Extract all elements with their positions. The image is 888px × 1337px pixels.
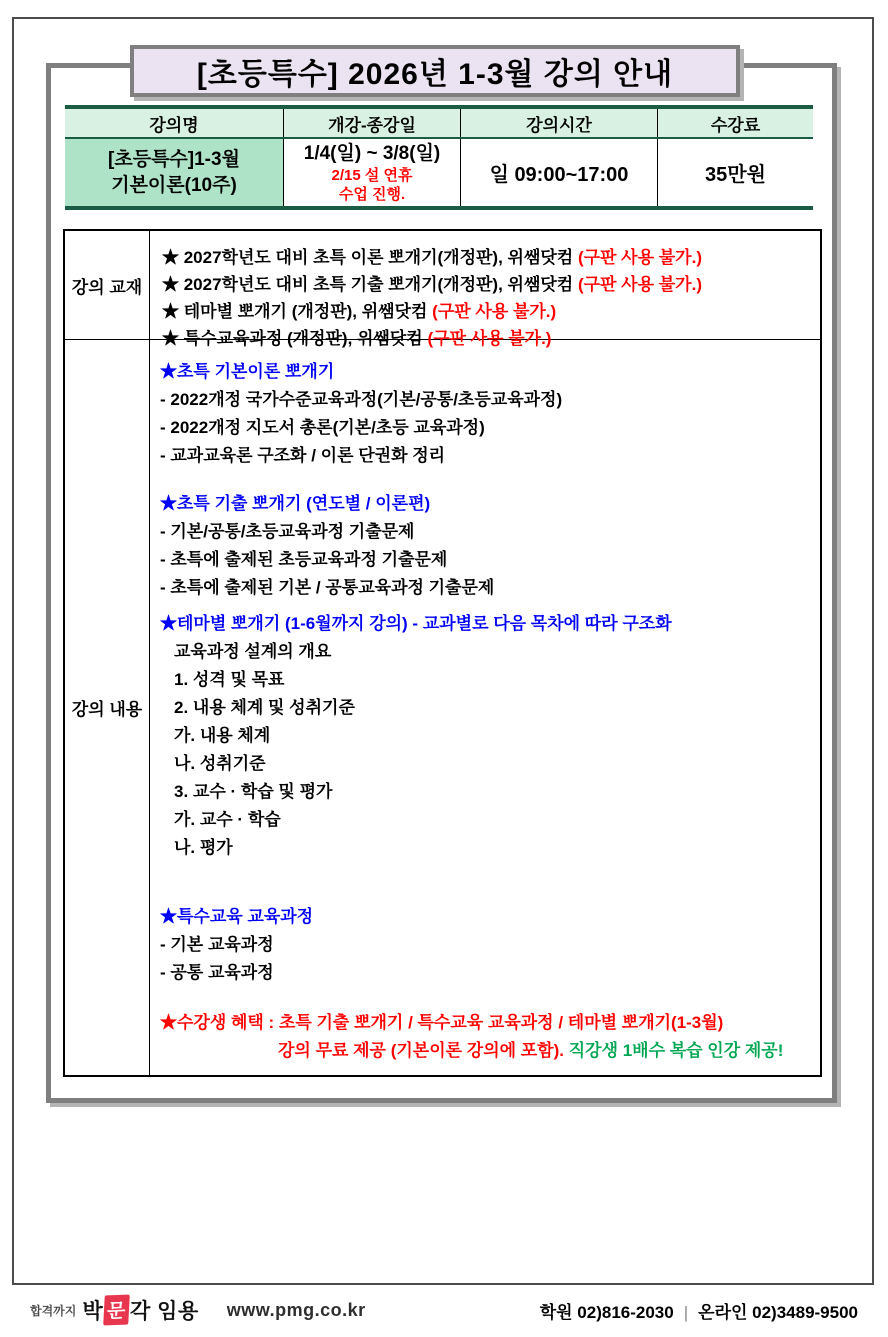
logo-text-2: 각 임용: [130, 1300, 199, 1323]
content-text: 1. 성격 및 목표: [174, 670, 285, 689]
content-text: 나. 평가: [174, 838, 233, 857]
material-item: [162, 271, 820, 298]
time-cell: 일 09:00~17:00: [460, 139, 657, 206]
col-header-course: 강의명: [149, 115, 199, 135]
content-text: ★초특 기출 뽀개기 (연도별 / 이론편): [160, 494, 431, 513]
content-line: [160, 386, 820, 414]
content-text: 교육과정 설계의 개요: [174, 642, 332, 661]
materials-label: 강의 교재: [65, 231, 150, 339]
period-cell: [283, 139, 460, 206]
content-line: [160, 442, 820, 470]
content-text: - 기본 교육과정: [160, 935, 274, 954]
course-name-line1: [초등특수]1-3월: [108, 148, 240, 170]
content-heading: [160, 358, 820, 386]
academy-phone: 학원 02)816-2030: [539, 1302, 674, 1322]
content-line: [160, 414, 820, 442]
material-note: (구판 사용 불가.): [432, 302, 557, 321]
content-text: 가. 내용 체계: [174, 726, 271, 745]
content-heading: [160, 610, 820, 638]
content-heading: [160, 903, 820, 931]
material-item: [162, 244, 820, 271]
period-note-line2: 수업 진행.: [338, 185, 406, 203]
content-text: 3. 교수 · 학습 및 평가: [174, 782, 333, 801]
content-line: [160, 931, 820, 959]
content-line: [160, 750, 820, 778]
content-heading: [160, 490, 820, 518]
content-line: [160, 638, 820, 666]
content-list: [150, 340, 820, 1075]
materials-list: [150, 231, 820, 348]
content-text: - 2022개정 지도서 총론(기본/초등 교육과정): [160, 418, 485, 437]
content-line: [160, 694, 820, 722]
schedule-header-row: [65, 109, 813, 139]
page-title-banner: [130, 45, 740, 97]
page-title: [초등특수] 2026년 1-3월 강의 안내: [196, 58, 674, 91]
logo-tagline: 합격까지: [30, 1303, 77, 1318]
content-line: [160, 778, 820, 806]
detail-table: [63, 229, 822, 1077]
col-header-fee: 수강료: [657, 109, 813, 137]
course-name-line2: 기본이론(10주): [111, 174, 237, 196]
content-text: 강의 무료 제공 (기본이론 강의에 포함).: [278, 1041, 569, 1060]
contact-info: [540, 1298, 858, 1323]
footer: [30, 1290, 858, 1330]
col-header-time: 강의시간: [460, 109, 657, 137]
logo-wordmark: [82, 1295, 198, 1325]
content-text: - 교과교육론 구조화 / 이론 단권화 정리: [160, 446, 446, 465]
material-note: (구판 사용 불가.): [577, 275, 702, 294]
material-item: [162, 298, 820, 325]
schedule-data-row: [65, 139, 813, 206]
content-text: 2. 내용 체계 및 성취기준: [174, 698, 355, 717]
content-text: ★테마별 뽀개기 (1-6월까지 강의) - 교과별로 다음 목차에 따라 구조화: [160, 614, 672, 633]
material-note: (구판 사용 불가.): [427, 329, 552, 348]
content-text: - 초특에 출제된 기본 / 공통교육과정 기출문제: [160, 578, 495, 597]
content-line: [160, 806, 820, 834]
content-line: [160, 959, 820, 987]
contact-separator: |: [683, 1302, 689, 1322]
period-range: 1/4(일) ~ 3/8(일): [303, 142, 441, 164]
fee-cell: 35만원: [657, 139, 813, 206]
schedule-table: [65, 105, 813, 210]
logo-red-box: 문: [103, 1295, 129, 1326]
content-text: - 기본/공통/초등교육과정 기출문제: [160, 522, 415, 541]
content-line: [160, 574, 820, 602]
online-phone: 온라인 02)3489-9500: [698, 1302, 858, 1322]
content-line: [160, 666, 820, 694]
content-text: 나. 성취기준: [174, 754, 266, 773]
content-text: - 초특에 출제된 초등교육과정 기출문제: [160, 550, 448, 569]
content-text: 가. 교수 · 학습: [174, 810, 281, 829]
material-text: ★ 2027학년도 대비 초특 기출 뽀개기(개정판), 위쌤닷컴: [162, 275, 578, 294]
material-text: ★ 2027학년도 대비 초특 이론 뽀개기(개정판), 위쌤닷컴: [162, 248, 578, 267]
content-line: [160, 546, 820, 574]
course-name-cell: [65, 139, 283, 206]
content-line: [160, 722, 820, 750]
materials-row: [65, 231, 820, 348]
content-line: [160, 1037, 820, 1065]
content-text: - 공통 교육과정: [160, 963, 274, 982]
content-label: 강의 내용: [65, 340, 150, 1075]
content-text: - 2022개정 국가수준교육과정(기본/공통/초등교육과정): [160, 390, 563, 409]
content-row: [65, 340, 820, 1075]
content-line: [160, 1009, 820, 1037]
content-text: ★초특 기본이론 뽀개기: [160, 362, 335, 381]
content-benefit-highlight: 직강생 1배수 복습 인강 제공!: [568, 1041, 784, 1060]
website-url: www.pmg.co.kr: [226, 1299, 366, 1320]
material-text: ★ 특수교육과정 (개정판), 위쌤닷컴: [162, 329, 428, 348]
content-text: ★수강생 혜택 : 초특 기출 뽀개기 / 특수교육 교육과정 / 테마별 뽀개기(1-3월): [160, 1013, 724, 1032]
content-line: [160, 834, 820, 862]
col-header-period: 개강-종강일: [283, 109, 460, 137]
publisher-logo: [30, 1295, 366, 1325]
period-note-line1: 2/15 설 연휴: [331, 166, 413, 184]
material-note: (구판 사용 불가.): [577, 248, 702, 267]
logo-text-1: 박: [82, 1300, 104, 1323]
content-text: ★특수교육 교육과정: [160, 907, 314, 926]
material-text: ★ 테마별 뽀개기 (개정판), 위쌤닷컴: [162, 302, 433, 321]
content-line: [160, 518, 820, 546]
